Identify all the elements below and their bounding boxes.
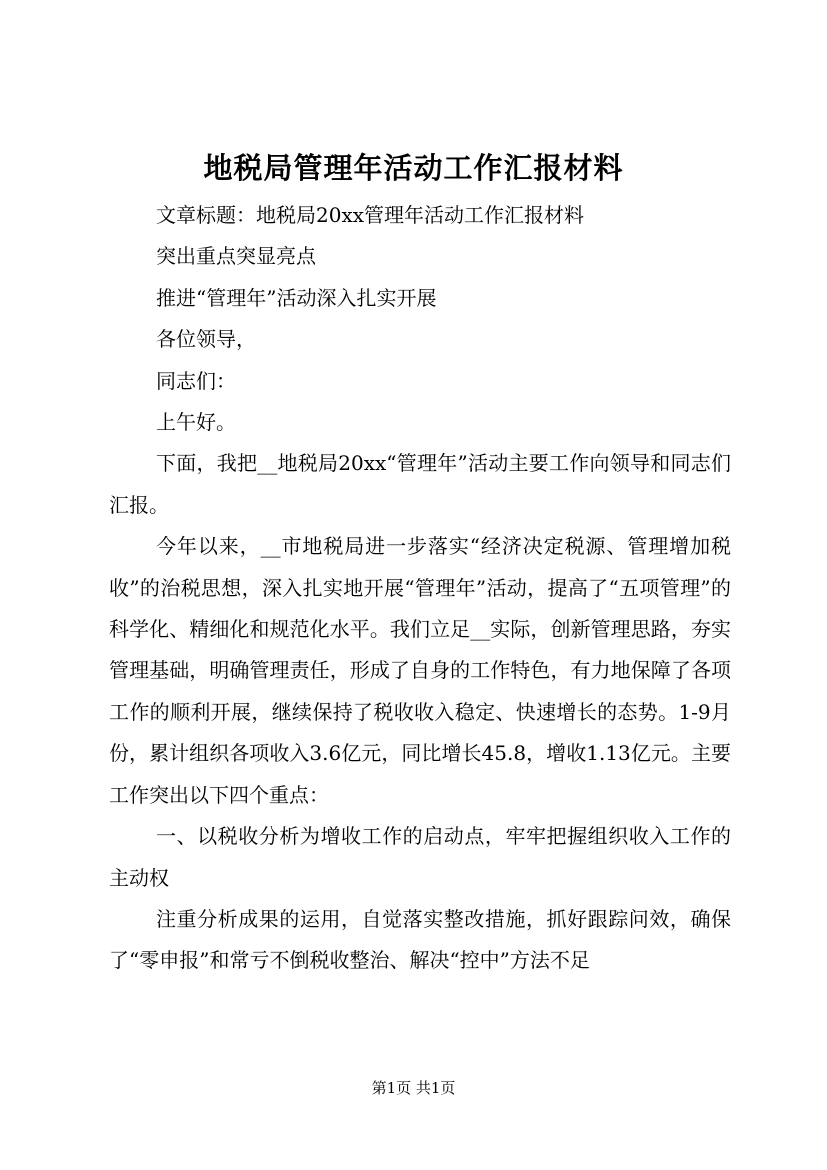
paragraph-greeting-leaders: 各位领导， <box>156 327 256 352</box>
paragraph-subtitle-2: 推进“管理年”活动深入扎实开展 <box>156 285 437 310</box>
paragraph-section-body-1: 注重分析成果的运用，自觉落实整改措施，抓好跟踪问效，确保了“零申报”和常亏不倒税收整治、解决“控中”方法不足 <box>109 906 731 973</box>
paragraph-overview: 今年以来，__市地税局进一步落实“经济决定税源、管理增加税收”的治税思想，深入扎实地开展“管理年”活动，提高了“五项管理”的科学化、精细化和规范化水平。我们立足__实际，创新管理思路，夯实管理基础，明确管理责任，形成了自身的工作特色，有力地保障了各项工作的顺利开展，继续保持了税收收入稳定、快速增长的态势。1-9月份，累计组织各项收入3.6亿元，同比增长45.8，增收1.13亿元。主要工作突出以下四个重点： <box>109 534 731 807</box>
document-body <box>109 195 731 982</box>
page-number-footer: 第1页 共1页 <box>371 1079 456 1097</box>
paragraph-section-heading-1: 一、以税收分析为增收工作的启动点，牢牢把握组织收入工作的主动权 <box>109 824 731 890</box>
paragraph-subtitle-1: 突出重点突显亮点 <box>156 244 316 269</box>
paragraph-intro: 下面，我把__地税局20xx“管理年”活动主要工作向领导和同志们汇报。 <box>109 451 731 517</box>
paragraph-article-title: 文章标题：地税局20xx管理年活动工作汇报材料 <box>156 203 585 227</box>
document-title: 地税局管理年活动工作汇报材料 <box>203 151 624 185</box>
paragraph-good-morning: 上午好。 <box>156 410 236 435</box>
paragraph-greeting-comrades: 同志们： <box>156 368 236 393</box>
